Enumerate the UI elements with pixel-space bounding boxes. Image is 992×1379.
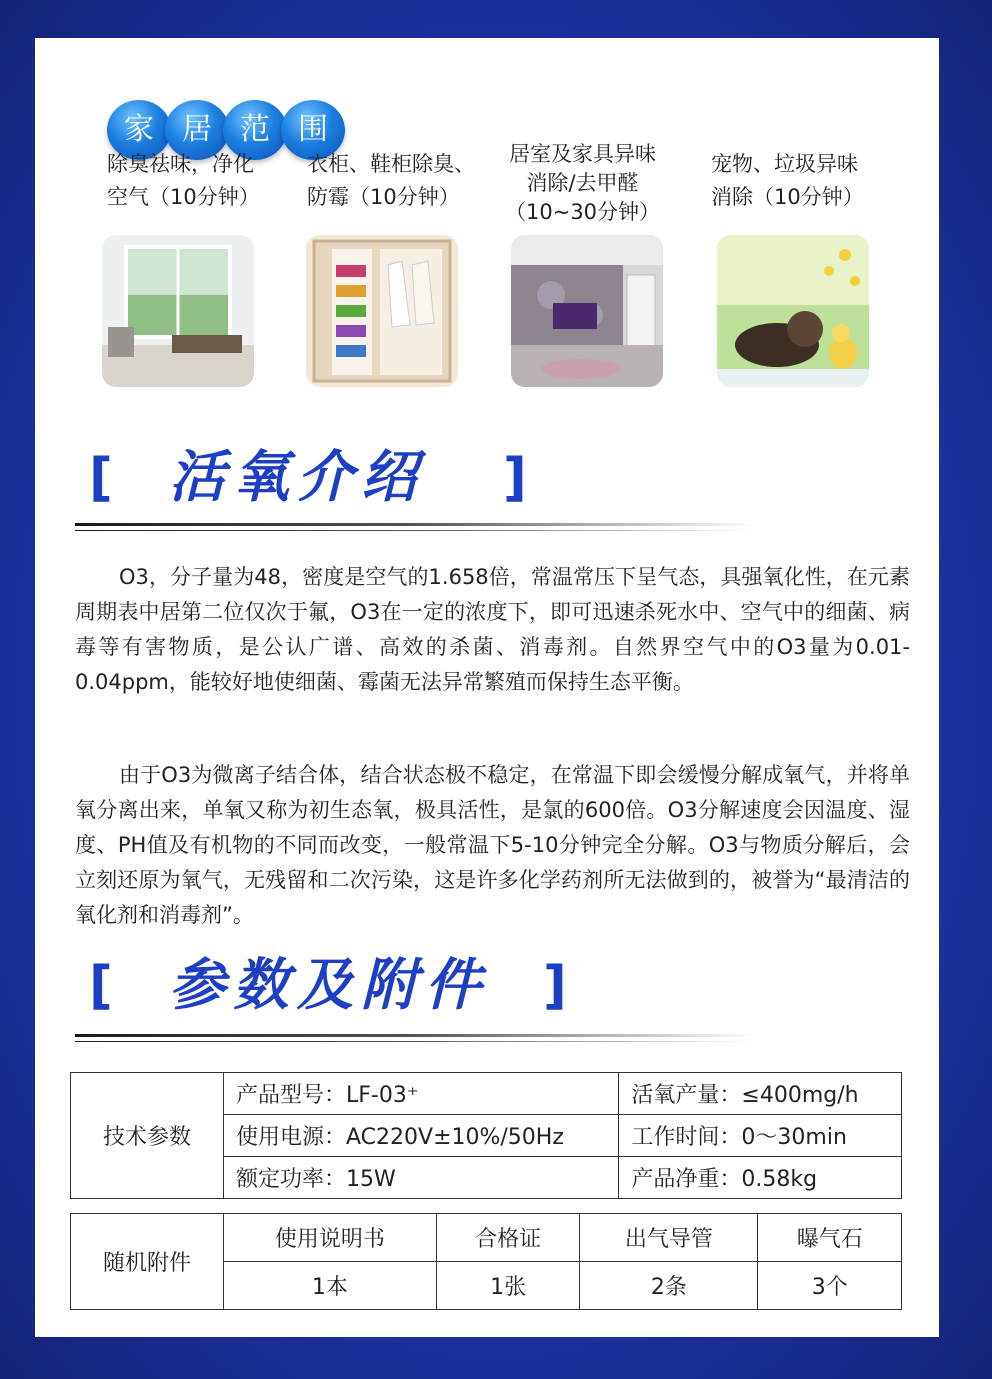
- scope-pill-3: 范: [223, 100, 287, 160]
- bracket-open: [: [89, 448, 113, 508]
- room-photo: [511, 235, 663, 387]
- scope-item-line: 空气（10分钟）: [107, 185, 260, 209]
- params-heading: [89, 953, 609, 1018]
- intro-paragraph-1: O3，分子量为48，密度是空气的1.658倍，常温常压下呈气态，具强氧化性，在元素周期表中居第二位仅次于氟，O3在一定的浓度下，即可迅速杀死水中、空气中的细菌、病毒等有害物质，是公认广谱、高效的杀菌、消毒剂。自然界空气中的O3量为0.01-0.04ppm，能较好地使细菌、霉菌无法异常繁殖而保持生态平衡。: [75, 565, 910, 694]
- table-cell: 工作时间：0～30min: [619, 1115, 902, 1157]
- table-cell: 产品型号：LF-03⁺: [224, 1073, 619, 1115]
- scope-item-room: [505, 140, 660, 227]
- scope-item-line: 消除/去甲醛: [526, 171, 639, 195]
- divider: [75, 530, 755, 531]
- intro-paragraph-2: 由于O3为微离子结合体，结合状态极不稳定，在常温下即会缓慢分解成氧气，并将单氧分离出来，单氧又称为初生态氧，极具活性，是氯的600倍。O3分解速度会因温度、湿度、PH值及有机物的不同而改变，一般常温下5-10分钟完全分解。O3与物质分解后，会立刻还原为氧气，无残留和二次污染，这是许多化学药剂所无法做到的，被誉为“最清洁的氧化剂和消毒剂”。: [75, 763, 910, 927]
- scope-item-line: 居室及家具异味: [509, 142, 657, 166]
- scope-item-line: 衣柜、鞋柜除臭、: [307, 152, 475, 176]
- wardrobe-photo: [306, 235, 458, 387]
- scope-item-wardrobe: [307, 148, 475, 214]
- bracket-close: ]: [503, 448, 527, 508]
- living-room-photo: [102, 235, 254, 387]
- table-cell: 使用电源：AC220V±10%/50Hz: [224, 1115, 619, 1157]
- scope-item-line: 防霉（10分钟）: [307, 185, 460, 209]
- pets-photo: [717, 235, 869, 387]
- table-header-cell: 曝气石: [758, 1214, 902, 1262]
- table-cell: 1本: [224, 1262, 437, 1310]
- intro-title: 活氧介绍: [169, 445, 425, 510]
- table-cell: 2条: [580, 1262, 758, 1310]
- scope-item-line: 宠物、垃圾异味: [711, 152, 858, 176]
- intro-heading: [89, 445, 569, 510]
- table-cell: 3个: [758, 1262, 902, 1310]
- tech-params-label: 技术参数: [71, 1073, 224, 1199]
- content-panel: [35, 38, 939, 1337]
- table-cell: 产品净重：0.58kg: [619, 1157, 902, 1199]
- scope-item-pets: [711, 148, 864, 214]
- scope-pill-2: 居: [165, 100, 229, 160]
- table-cell: 活氧产量：≤400mg/h: [619, 1073, 902, 1115]
- tech-params-table: [70, 1072, 902, 1199]
- bracket-open: [: [89, 956, 113, 1016]
- params-title: 参数及附件: [169, 953, 489, 1018]
- table-row: [71, 1073, 902, 1115]
- accessories-table: [70, 1213, 902, 1310]
- scope-item-line: 消除（10分钟）: [711, 185, 864, 209]
- divider: [75, 523, 755, 526]
- bracket-close: ]: [543, 956, 567, 1016]
- table-cell: 1张: [436, 1262, 579, 1310]
- scope-pill-1: 家: [107, 100, 171, 160]
- table-header-cell: 使用说明书: [224, 1214, 437, 1262]
- divider: [75, 1041, 755, 1042]
- table-cell: 额定功率：15W: [224, 1157, 619, 1199]
- scope-item-line: （10~30分钟）: [505, 200, 661, 224]
- table-row: [71, 1214, 902, 1262]
- table-header-cell: 合格证: [436, 1214, 579, 1262]
- accessories-label: 随机附件: [71, 1214, 224, 1310]
- table-header-cell: 出气导管: [580, 1214, 758, 1262]
- scope-item-line: 除臭祛味，净化: [107, 152, 254, 176]
- scope-item-deodorize: [107, 148, 260, 214]
- scope-items: [95, 142, 895, 224]
- scope-pill-4: 围: [281, 100, 345, 160]
- divider: [75, 1034, 755, 1037]
